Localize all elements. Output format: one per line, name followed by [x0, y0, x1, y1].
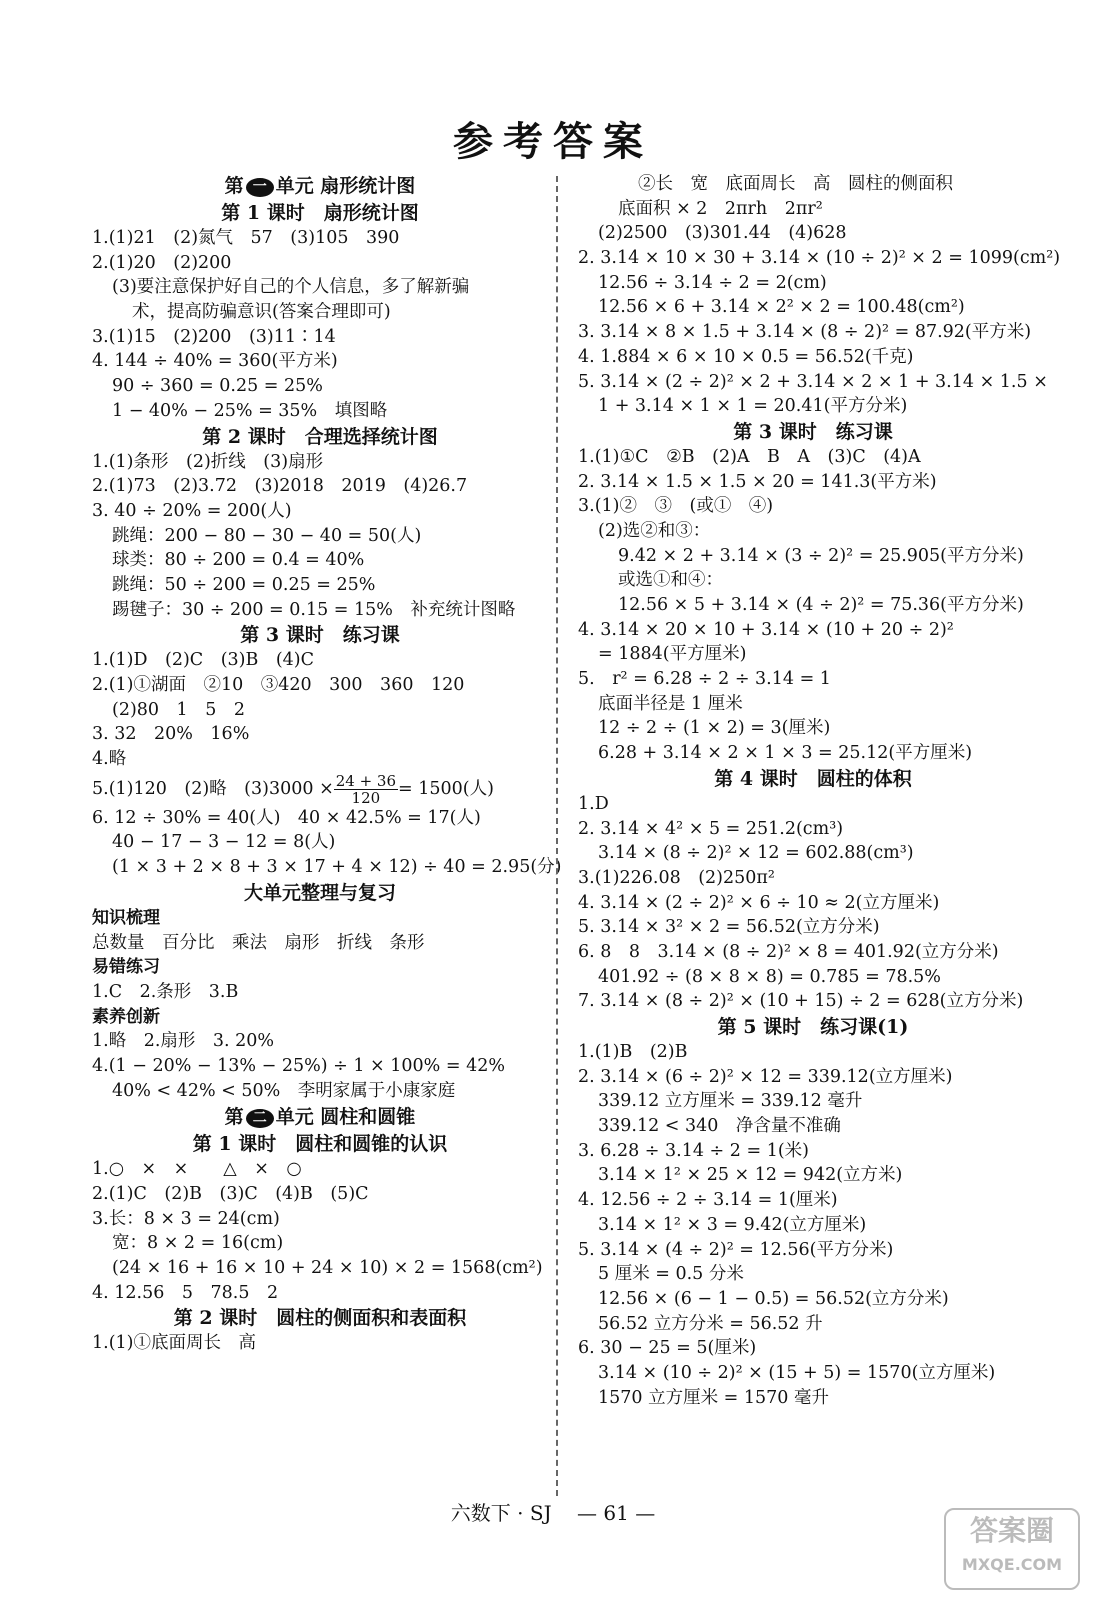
answer-line: 5. r² = 6.28 ÷ 2 ÷ 3.14 = 1	[578, 669, 831, 690]
page-number: — 61 —	[577, 1501, 656, 1525]
answer-line: 2.(1)73 (2)3.72 (3)2018 2019 (4)26.7	[92, 476, 468, 497]
watermark-site-text: MXQE.COM	[961, 1555, 1063, 1574]
left-column	[92, 172, 562, 1356]
page-footer	[0, 1497, 1106, 1526]
answer-line: 3.14 × 1² × 25 × 12 = 942(立方米)	[598, 1165, 903, 1186]
answer-line: 底面积 × 2 2πrh 2πr²	[618, 198, 823, 219]
answer-line: 90 ÷ 360 = 0.25 = 25%	[112, 376, 323, 397]
lesson-heading: 第 5 课时 练习课(1)	[717, 1016, 909, 1038]
answer-line: 1.○ × × △ × ○	[92, 1159, 302, 1180]
column-divider	[556, 176, 558, 1496]
answer-line: 4. 12.56 5 78.5 2	[92, 1282, 279, 1303]
answer-line: 401.92 ÷ (8 × 8 × 8) = 0.785 = 78.5%	[598, 966, 941, 987]
answer-line: 4. 1.884 × 6 × 10 × 0.5 = 56.52(千克)	[578, 346, 914, 367]
lesson-heading: 第 1 课时 圆柱和圆锥的认识	[192, 1133, 448, 1156]
section-subheading: 知识梳理	[92, 907, 160, 928]
answer-line: 12.56 × 6 + 3.14 × 2² × 2 = 100.48(cm²)	[598, 297, 965, 318]
answer-line: 3. 40 ÷ 20% = 200(人)	[92, 500, 292, 521]
answer-line: 1.C 2.条形 3.B	[92, 981, 239, 1002]
answer-line: 1.D	[578, 793, 609, 814]
answer-line: 3. 3.14 × 8 × 1.5 + 3.14 × (8 ÷ 2)² = 87.92(平方米)	[578, 322, 1032, 343]
answer-line: 3.14 × (10 ÷ 2)² × (15 + 5) = 1570(立方厘米)	[598, 1362, 996, 1383]
answer-line: 9.42 × 2 + 3.14 × (3 ÷ 2)² = 25.905(平方分米)	[618, 545, 1024, 566]
lesson-heading: 第 2 课时 圆柱的侧面积和表面积	[173, 1307, 467, 1330]
answer-line: 2. 3.14 × 10 × 30 + 3.14 × (10 ÷ 2)² × 2 = 1099(cm²)	[578, 248, 1061, 269]
answer-line: 40 − 17 − 3 − 12 = 8(人)	[112, 832, 336, 853]
answer-line: 12.56 × 5 + 3.14 × (4 ÷ 2)² = 75.36(平方分米)	[618, 595, 1024, 615]
answer-line: 56.52 立方分米 = 56.52 升	[598, 1313, 823, 1334]
answer-line: 2. 3.14 × 4² × 5 = 251.2(cm³)	[578, 818, 844, 839]
answer-line: 5 厘米 = 0.5 分米	[598, 1264, 744, 1285]
answer-line: 踢毽子：30 ÷ 200 = 0.15 = 15% 补充统计图略	[112, 599, 516, 620]
answer-line: 术，提高防骗意识(答案合理即可)	[132, 302, 391, 323]
lesson-heading: 第 3 课时 练习课	[240, 624, 400, 647]
lesson-heading: 大单元整理与复习	[243, 881, 396, 904]
answer-line: 6. 12 ÷ 30% = 40(人) 40 × 42.5% = 17(人)	[92, 807, 481, 828]
fraction-denominator: 120	[351, 788, 381, 807]
unit-heading	[92, 1103, 548, 1131]
answer-line: 1.(1)①C ②B (2)A B A (3)C (4)A	[578, 446, 921, 467]
answer-line: 宽：8 × 2 = 16(cm)	[112, 1233, 284, 1254]
answer-line: 3.14 × (8 ÷ 2)² × 12 = 602.88(cm³)	[598, 843, 914, 864]
answer-line: 3. 32 20% 16%	[92, 724, 250, 745]
answer-line: (3)要注意保护好自己的个人信息，多了解新骗	[112, 277, 470, 298]
answer-line: 339.12 < 340 净含量不准确	[598, 1116, 841, 1137]
answer-line: 12 ÷ 2 ÷ (1 × 2) = 3(厘米)	[598, 718, 831, 739]
answer-line: (1 × 3 + 2 × 8 + 3 × 17 + 4 × 12) ÷ 40 = 2.95(分)	[112, 857, 562, 878]
answer-line: 4. 3.14 × 20 × 10 + 3.14 × (10 + 20 ÷ 2)²	[578, 619, 954, 640]
answer-line-fraction	[92, 772, 548, 806]
answer-line: 跳绳：50 ÷ 200 = 0.25 = 25%	[112, 574, 376, 595]
unit-prefix: 第	[224, 175, 244, 197]
answer-line: 4. 12.56 ÷ 2 ÷ 3.14 = 1(厘米)	[578, 1190, 838, 1211]
answer-line: (24 × 16 + 16 × 10 + 24 × 10) × 2 = 1568(cm²)	[112, 1258, 543, 1279]
section-subheading: 易错练习	[92, 957, 160, 978]
answer-line: (2)选②和③：	[598, 520, 711, 541]
answer-line: = 1884(平方厘米)	[598, 644, 747, 665]
watermark-logo	[944, 1508, 1080, 1590]
answer-line: 1.(1)①底面周长 高	[92, 1333, 256, 1354]
answer-line: 2.(1)①湖面 ②10 ③420 300 360 120	[92, 675, 465, 695]
answer-line: 3.长：8 × 3 = 24(cm)	[92, 1208, 280, 1229]
answer-line: 或选①和④：	[618, 570, 723, 591]
answer-line: 1.略 2.扇形 3. 20%	[92, 1031, 275, 1052]
answer-line: 2.(1)C (2)B (3)C (4)B (5)C	[92, 1184, 369, 1204]
answer-text: = 1500(人)	[398, 778, 494, 799]
answer-line: ②长 宽 底面周长 高 圆柱的侧面积	[638, 174, 953, 194]
answer-line: 5. 3.14 × (2 ÷ 2)² × 2 + 3.14 × 2 × 1 + 3.14 × 1.5 ×	[578, 371, 1048, 392]
answer-line: 5. 3.14 × (4 ÷ 2)² = 12.56(平方分米)	[578, 1239, 894, 1260]
fraction-numerator: 24 + 36	[335, 771, 397, 790]
unit-prefix: 第	[224, 1106, 244, 1129]
unit-heading	[92, 172, 548, 200]
answer-line: 7. 3.14 × (8 ÷ 2)² × (10 + 15) ÷ 2 = 628(立方分米)	[578, 991, 1024, 1012]
answer-line: 4. 3.14 × (2 ÷ 2)² × 6 ÷ 10 ≈ 2(立方厘米)	[578, 892, 940, 913]
answer-line: 6.28 + 3.14 × 2 × 1 × 3 = 25.12(平方厘米)	[598, 743, 973, 764]
answer-line: 12.56 ÷ 3.14 ÷ 2 = 2(cm)	[598, 272, 827, 293]
fraction	[334, 773, 398, 806]
unit-number-badge: 一	[246, 178, 274, 197]
answer-line: 2. 3.14 × 1.5 × 1.5 × 20 = 141.3(平方米)	[578, 471, 937, 492]
answer-line: 5. 3.14 × 3² × 2 = 56.52(立方分米)	[578, 917, 880, 938]
book-code: 六数下 · SJ	[450, 1501, 552, 1525]
unit-number-badge: 二	[246, 1109, 274, 1128]
right-column	[578, 172, 1061, 1410]
watermark-logo-text: 答案圈	[969, 1514, 1054, 1547]
answer-line: 3.(1)226.08 (2)250π²	[578, 867, 775, 888]
answer-line: (2)2500 (3)301.44 (4)628	[598, 223, 847, 244]
answer-line: 总数量 百分比 乘法 扇形 折线 条形	[92, 932, 425, 953]
answer-line: 2. 3.14 × (6 ÷ 2)² × 12 = 339.12(立方厘米)	[578, 1066, 953, 1087]
answer-line: 1 + 3.14 × 1 × 1 = 20.41(平方分米)	[598, 396, 908, 417]
answer-line: 3.14 × 1² × 3 = 9.42(立方厘米)	[598, 1214, 867, 1235]
answer-line: 跳绳：200 − 80 − 30 − 40 = 50(人)	[112, 525, 422, 546]
answer-line: 40% < 42% < 50% 李明家属于小康家庭	[112, 1080, 456, 1101]
lesson-heading: 第 2 课时 合理选择统计图	[202, 425, 438, 448]
answer-line: 12.56 × (6 − 1 − 0.5) = 56.52(立方分米)	[598, 1288, 949, 1309]
answer-line: 6. 30 − 25 = 5(厘米)	[578, 1338, 757, 1359]
answer-line: 底面半径是 1 厘米	[598, 693, 743, 714]
answer-line: 1 − 40% − 25% = 35% 填图略	[112, 400, 388, 421]
lesson-heading: 第 1 课时 扇形统计图	[221, 202, 419, 224]
answer-line: 3.(1)15 (2)200 (3)11∶14	[92, 326, 336, 347]
answer-text: 5.(1)120 (2)略 (3)3000 ×	[92, 778, 334, 799]
lesson-heading: 第 3 课时 练习课	[733, 420, 893, 443]
answer-line: 1.(1)条形 (2)折线 (3)扇形	[92, 451, 324, 472]
section-subheading: 素养创新	[92, 1006, 160, 1027]
answer-line: 3.(1)② ③ (或① ④)	[578, 496, 774, 517]
answer-line: 1.(1)D (2)C (3)B (4)C	[92, 650, 315, 671]
answer-line: 1.(1)21 (2)氮气 57 (3)105 390	[92, 228, 400, 248]
answer-line: 339.12 立方厘米 = 339.12 毫升	[598, 1091, 863, 1112]
unit-title: 单元 扇形统计图	[275, 175, 416, 197]
page-title: 参考答案	[453, 118, 653, 165]
answer-line: (2)80 1 5 2	[112, 699, 245, 720]
answer-line: 4. 144 ÷ 40% = 360(平方米)	[92, 351, 338, 372]
answer-line: 6. 8 8 3.14 × (8 ÷ 2)² × 8 = 401.92(立方分米)	[578, 941, 999, 962]
answer-line: 2.(1)20 (2)200	[92, 252, 232, 273]
lesson-heading: 第 4 课时 圆柱的体积	[714, 767, 912, 790]
answer-line: 3. 6.28 ÷ 3.14 ÷ 2 = 1(米)	[578, 1140, 809, 1161]
unit-title: 单元 圆柱和圆锥	[275, 1106, 416, 1129]
answer-line: 1570 立方厘米 = 1570 毫升	[598, 1387, 829, 1408]
answer-line: 1.(1)B (2)B	[578, 1042, 688, 1062]
answer-line: 4.略	[92, 749, 127, 770]
answer-line: 球类：80 ÷ 200 = 0.4 = 40%	[112, 550, 365, 571]
answer-line: 4.(1 − 20% − 13% − 25%) ÷ 1 × 100% = 42%	[92, 1055, 505, 1076]
